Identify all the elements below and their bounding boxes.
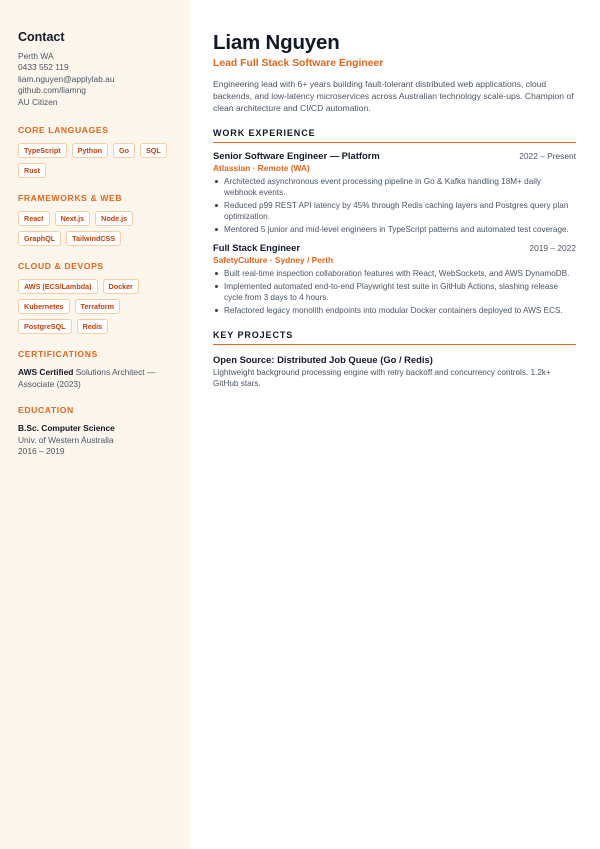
job-entry (213, 150, 576, 235)
job-dates: 2022 – Present (519, 151, 576, 161)
skill-tag: PostgreSQL (18, 319, 72, 334)
contact-email: liam.nguyen@applylab.au (18, 73, 115, 84)
certification-detail: Solutions Architect — Associate (2023) (18, 367, 156, 389)
job-bullet: Built real-time inspection collaboration features with React, WebSockets, and AWS DynamoDB. (213, 268, 576, 279)
main-content (189, 0, 600, 849)
cloud-devops-heading: CLOUD & DEVOPS (18, 261, 104, 272)
key-projects-heading: KEY PROJECTS (213, 330, 576, 345)
job-dates: 2019 – 2022 (529, 243, 576, 253)
skill-tag: Go (113, 143, 135, 158)
skill-tag: React (18, 211, 50, 226)
skill-tag: SQL (140, 143, 167, 158)
candidate-name: Liam Nguyen (213, 31, 340, 54)
job-header (213, 242, 576, 253)
contact-citizenship: AU Citizen (18, 96, 58, 107)
cloud-devops-tags (18, 279, 175, 334)
skill-tag: Python (72, 143, 108, 158)
skill-tag: Next.js (55, 211, 91, 226)
education-heading: EDUCATION (18, 405, 74, 416)
skill-tag: TypeScript (18, 143, 67, 158)
job-bullets (213, 268, 576, 316)
job-title: Full Stack Engineer (213, 242, 301, 253)
contact-location: Perth WA (18, 51, 54, 61)
project-description: Lightweight background processing engine with retry backoff and concurrency controls. 1.2k+ GitHub stars. (213, 368, 551, 389)
core-languages-heading: CORE LANGUAGES (18, 125, 109, 136)
contact-github: github.com/liamng (18, 85, 86, 96)
skill-tag: Node.js (95, 211, 133, 226)
contact-list (18, 51, 175, 108)
skill-tag: GraphQL (18, 231, 61, 246)
skill-tag: Docker (103, 279, 139, 294)
contact-title: Contact (18, 30, 65, 44)
certifications-heading: CERTIFICATIONS (18, 349, 98, 360)
job-bullets (213, 176, 576, 235)
education-school: Univ. of Western Australia (18, 434, 114, 445)
candidate-role: Lead Full Stack Software Engineer (213, 58, 384, 69)
job-bullet: Implemented automated end-to-end Playwright test suite in GitHub Actions, slashing release cycle from 3 days to 4 hours. (213, 281, 576, 303)
certification-name: AWS Certified (18, 367, 74, 378)
job-bullet: Mentored 5 junior and mid-level engineers in TypeScript patterns and automated test coverage. (213, 224, 576, 235)
project-entry (213, 354, 576, 390)
education-years: 2016 – 2019 (18, 446, 65, 457)
skill-tag: TailwindCSS (66, 231, 121, 246)
work-experience-heading: WORK EXPERIENCE (213, 128, 576, 143)
job-company: SafetyCulture · Sydney / Perth (213, 255, 334, 265)
job-title: Senior Software Engineer — Platform (213, 150, 380, 161)
skill-tag: Kubernetes (18, 299, 70, 314)
skill-tag: AWS (ECS/Lambda) (18, 279, 98, 294)
skill-tag: Redis (77, 319, 109, 334)
contact-phone: 0433 552 119 (18, 62, 69, 73)
frameworks-heading: FRAMEWORKS & WEB (18, 193, 123, 204)
job-company: Atlassian · Remote (WA) (213, 163, 310, 173)
education-degree: B.Sc. Computer Science (18, 423, 115, 434)
skill-tag: Terraform (75, 299, 120, 314)
frameworks-tags (18, 211, 175, 246)
certification-entry (18, 367, 175, 390)
job-bullet: Refactored legacy monolith endpoints into modular Docker containers deployed to AWS ECS. (213, 305, 576, 316)
sidebar (0, 0, 189, 849)
job-entry (213, 242, 576, 316)
job-bullet: Reduced p99 REST API latency by 45% through Redis caching layers and Postgres query plan optimization. (213, 200, 576, 222)
job-bullet: Architected asynchronous event processing pipeline in Go & Kafka handling 18M+ daily webhook events. (213, 176, 576, 198)
core-languages-tags (18, 143, 175, 178)
skill-tag: Rust (18, 163, 46, 178)
profile-summary: Engineering lead with 6+ years building fault-tolerant distributed web applications, cloud backends, and low-latency microservices across Australian technology scale-ups. Champion of clean architecture and CI/CD automation. (213, 79, 574, 113)
job-header (213, 150, 576, 161)
project-title: Open Source: Distributed Job Queue (Go / Redis) (213, 354, 433, 365)
